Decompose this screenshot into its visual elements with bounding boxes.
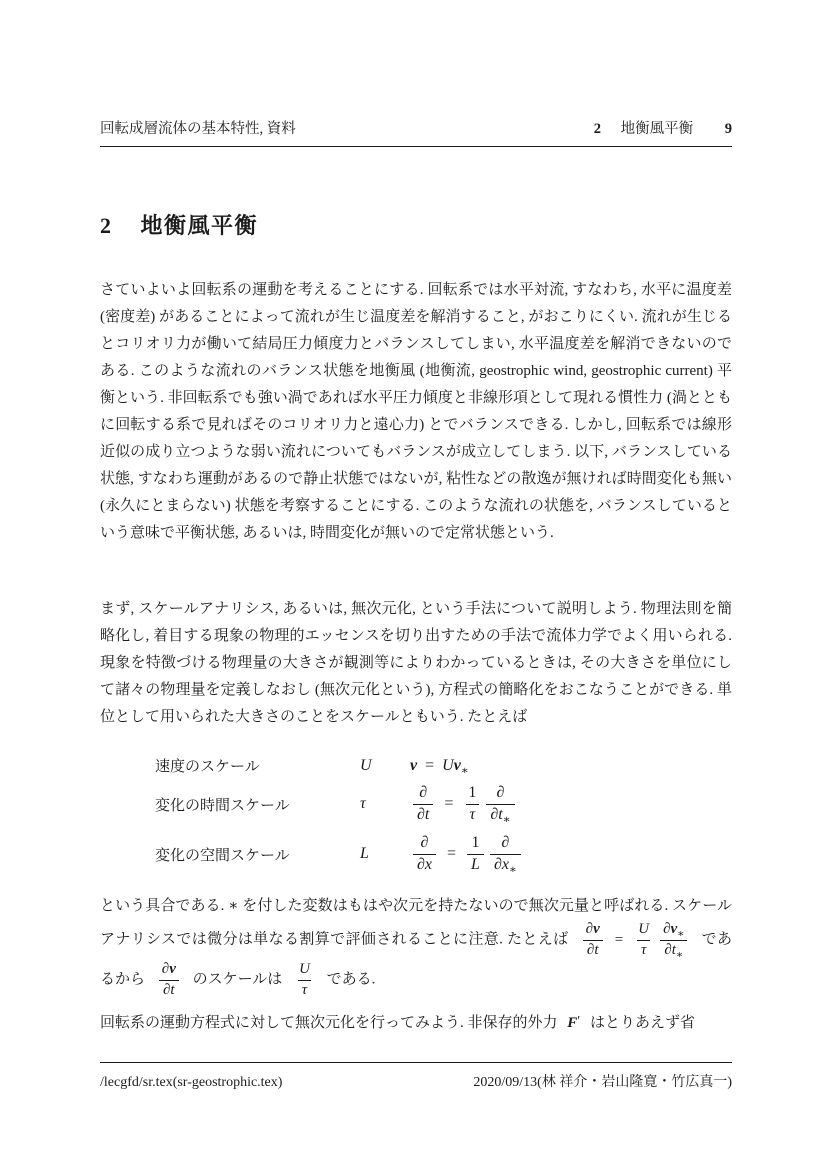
section-heading: [100, 209, 258, 240]
section-title: 地衡風平衡: [140, 213, 259, 238]
fraction: $\frac{1}{L}$: [467, 833, 484, 876]
fraction: $\frac{U}{\tau}$: [634, 920, 653, 960]
fraction: $\frac{U}{\tau}$: [295, 960, 314, 1000]
footer-date-authors: 2020/09/13(林 祥介・岩山隆寛・竹広真一): [473, 1075, 732, 1090]
math-token: v: [410, 756, 418, 774]
fraction: $\frac{\partial v_∗}{\partial t_∗}$: [659, 920, 688, 960]
math-token: U: [442, 756, 454, 774]
scale-symbol-L: L: [360, 845, 369, 863]
equals-sign: =: [447, 844, 457, 862]
prime-mark: ′: [577, 1013, 581, 1028]
paragraph-equations-intro: [100, 1007, 732, 1037]
subscript-star: ∗: [508, 863, 517, 876]
paragraph-nondimensional: [100, 893, 732, 1001]
footer-source-path: /lecgfd/sr.tex(sr-geostrophic.tex): [100, 1075, 283, 1090]
page-header: [100, 117, 732, 147]
equals-sign: =: [444, 795, 454, 813]
math-token: v: [453, 756, 461, 774]
inline-fraction-U-tau: [292, 961, 317, 999]
running-title: 回転成層流体の基本特性, 資料: [100, 121, 296, 137]
paragraph-intro-balance: さていよいよ回転系の運動を考えることにする. 回転系では水平対流, すなわち, 水平に温度差 (密度差) があることによって流れが生じ温度差を解消すること, がおこりにくい. 流れが生じるとコリオリ力が働いて結局圧力傾度力とバランスしてしまい, 水平温度差を解消できないのである. このような流れのバランス状態を地衡風 (地衡流, geostrophic wind, geostrophic current) 平衡という. 非回転系でも強い渦であれば水平圧力傾度と非線形項として現れる慣性力 (渦とともに回転する系で見ればそのコリオリ力と遠心力) とでバランスできる. しかし, 回転系では線形近似の成り立つような弱い流れについてもバランスが成立してしまう. 以下, バランスしている状態, すなわち運動があるので静止状態ではないが, 粘性などの散逸が無ければ時間変化も無い (永久にとまらない) 状態を考察することにする. このような流れの状態を, バランスしているという意味で平衡状態, あるいは, 時間変化が無いので定常状態という.: [100, 282, 732, 541]
running-section-title: 地衡風平衡: [620, 121, 694, 137]
fraction: $\frac{\partial}{\partial t}$: [413, 783, 433, 826]
fraction: $\frac{\partial}{\partial x}$: [413, 833, 436, 876]
fraction: $\frac{\partial}{\partial x_∗}$: [490, 833, 521, 876]
scale-symbol-tau: τ: [360, 795, 366, 813]
text-segment: という具合である. ∗ を付した変数はもはや次元を持たないので無次元量と呼ばれる. スケールアナリシスでは微分は単なる割算で評価されることに注意. たとえば: [100, 898, 732, 948]
subscript-star: ∗: [502, 814, 511, 827]
text-segment: 回転系の運動方程式に対して無次元化を行ってみよう. 非保存的外力: [100, 1015, 558, 1031]
fraction: $\frac{1}{\tau}$: [464, 783, 480, 826]
running-section-number: 2: [593, 121, 601, 137]
text-segment: であるから: [100, 931, 732, 988]
subscript-star: ∗: [460, 764, 469, 777]
subscript-star: ∗: [677, 928, 685, 940]
text-segment: はとりあえず省: [589, 1015, 695, 1031]
scale-label-space: 変化の空間スケール: [155, 847, 290, 864]
paragraph-scale-analysis: まず, スケールアナリシス, あるいは, 無次元化, という手法について説明しよう. 物理法則を簡略化し, 着目する現象の物理的エッセンスを切り出すための手法で流体力学でよく用いられる. 現象を特徴づける物理量の大きさが観測等によりわかっているときは, その大きさを単位にして諸々の物理量を定義しなおし (無次元化という), 方程式の簡略化をおこなうことができる. 単位として用いられた大きさのことをスケールともいう. たとえば: [100, 601, 732, 725]
page-number: 9: [724, 121, 732, 137]
subscript-star: ∗: [675, 948, 684, 961]
scale-symbol-U: U: [360, 756, 372, 774]
equals-sign: =: [614, 931, 624, 948]
text-segment: である.: [326, 972, 376, 988]
inline-equation-dvdt: [579, 921, 692, 961]
fraction: $\frac{\partial}{\partial t_∗}$: [486, 783, 514, 826]
equation-time-scale: [410, 783, 524, 826]
equation-space-scale: [410, 833, 524, 876]
equation-velocity-scale: [410, 757, 524, 775]
scale-definitions-block: [155, 755, 524, 876]
text-segment: のスケールは: [192, 972, 283, 988]
page-footer: [100, 1062, 732, 1091]
fraction: $\frac{\partial v}{\partial t}$: [158, 960, 180, 1000]
inline-fraction-dvdt: [155, 961, 183, 999]
fraction: $\frac{\partial v}{\partial t}$: [582, 920, 604, 960]
equals-sign: =: [425, 756, 435, 774]
scale-label-velocity: 速度のスケール: [155, 759, 260, 775]
inline-symbol-F-prime: F′: [567, 1013, 581, 1031]
scale-label-time: 変化の時間スケール: [155, 797, 290, 814]
section-number: 2: [100, 213, 111, 238]
running-section: [594, 117, 732, 138]
